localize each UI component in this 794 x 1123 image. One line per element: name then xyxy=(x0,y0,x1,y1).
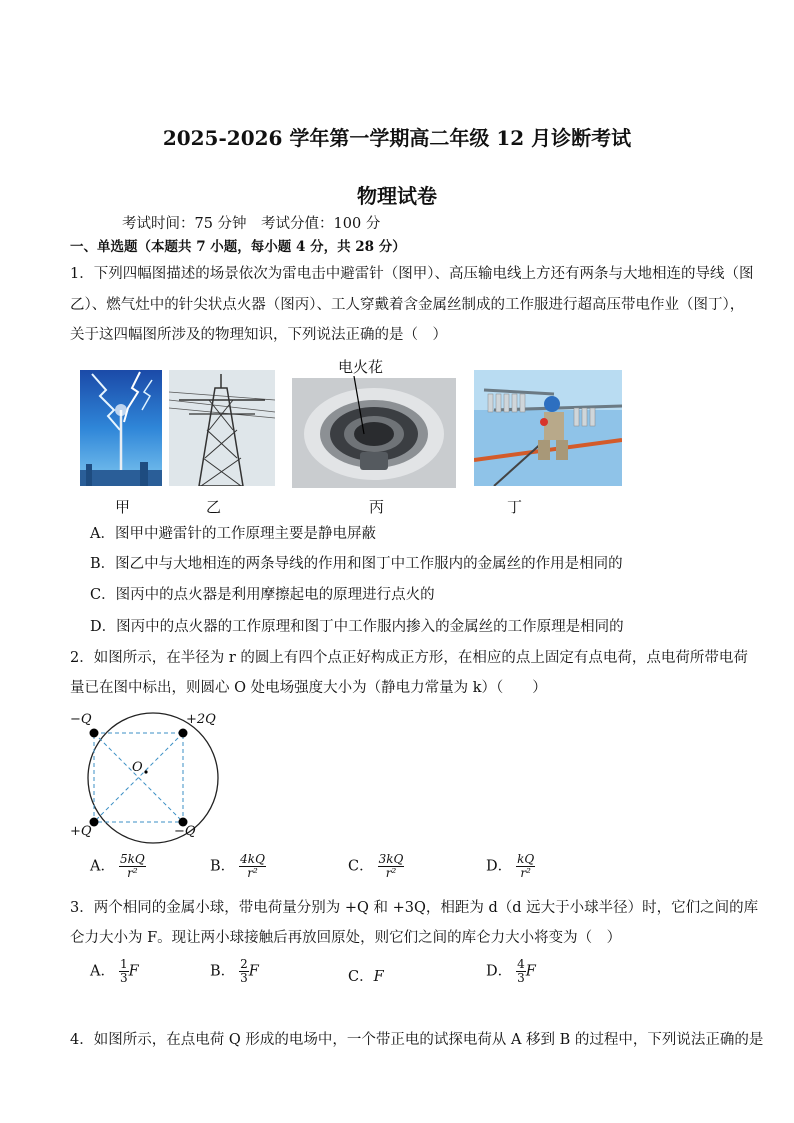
label-top-left: −Q xyxy=(70,712,92,727)
charge-point-top-left xyxy=(90,729,99,738)
q2-line-2: 量已在图中标出，则圆心 O 处电场强度大小为（静电力常量为 k）（ ） xyxy=(70,680,547,696)
q1-line-2: 乙）、燃气灶中的针尖状点火器（图丙）、工人穿戴着含金属丝制成的工作服进行超高压带电作业（图丁）， xyxy=(70,297,745,313)
q1-option-d: D．图丙中的点火器的工作原理和图丁中工作服内掺入的金属丝的工作原理是相同的 xyxy=(90,619,624,635)
center-point xyxy=(144,770,147,773)
worker-image xyxy=(474,370,622,486)
q1-option-a: A．图甲中避雷针的工作原理主要是静电屏蔽 xyxy=(90,526,376,542)
q4-line-1: 4．如图所示，在点电荷 Q 形成的电场中，一个带正电的试探电荷从 A 移到 B 的过程中，下列说法正确的是 xyxy=(70,1032,764,1048)
q2-option-d: D． $\frac{kQ}{\text{r²}}$ xyxy=(486,852,535,880)
exam-info: 考试时间：75 分钟 考试分值：100 分 xyxy=(122,216,381,232)
q1-line-3: 关于这四幅图所涉及的物理知识，下列说法正确的是（ ） xyxy=(70,327,447,343)
spark-label: 电火花 xyxy=(338,358,384,376)
q2-option-a: A． $\frac{5kQ}{\text{r²}}$ xyxy=(90,852,145,880)
exam-subtitle: 物理试卷 xyxy=(357,184,437,208)
caption-ding: 丁 xyxy=(507,498,523,516)
caption-jia: 甲 xyxy=(115,498,131,516)
q1-line-1: 1．下列四幅图描述的场景依次为雷电击中避雷针（图甲）、高压输电线上方还有两条与大地相连的导线（图 xyxy=(70,266,754,282)
q3-line-1: 3．两个相同的金属小球，带电荷量分别为 +Q 和 +3Q，相距为 d（d 远大于小球半径）时，它们之间的库 xyxy=(70,900,759,916)
q2-option-c: C． $\frac{3kQ}{\text{r²}}$ xyxy=(348,852,404,880)
q1-option-b: B．图乙中与大地相连的两条导线的作用和图丁中工作服内的金属丝的作用是相同的 xyxy=(90,556,623,572)
lightning-rod-image xyxy=(80,370,162,486)
spark-pointer-line xyxy=(350,376,370,436)
q2-line-1: 2．如图所示，在半径为 r 的圆上有四个点正好构成正方形，在相应的点上固定有点电荷，点电荷所带电荷 xyxy=(70,650,748,666)
q3-option-b: B． $\frac{2}{3}$ F xyxy=(210,957,259,985)
exam-title: 2025-2026 学年第一学期高二年级 12 月诊断考试 xyxy=(162,126,632,150)
label-center: O xyxy=(132,760,143,775)
q3-option-c: C．F xyxy=(348,969,384,985)
q3-option-a: A． $\frac{1}{3}$ F xyxy=(90,957,139,985)
caption-yi: 乙 xyxy=(206,498,222,516)
q3-line-2: 仑力大小为 F。现让两小球接触后再放回原处，则它们之间的库仑力大小将变为（ ） xyxy=(70,930,622,946)
caption-bing: 丙 xyxy=(369,498,385,516)
q3-option-d: D． $\frac{4}{3}$ F xyxy=(486,957,536,985)
gas-stove-image xyxy=(292,378,456,488)
power-tower-image xyxy=(169,370,275,486)
label-top-right: +2Q xyxy=(186,712,216,727)
label-bottom-left: +Q xyxy=(70,824,92,839)
label-bottom-right: −Q xyxy=(174,824,196,839)
q2-option-b: B． $\frac{4kQ}{\text{r²}}$ xyxy=(210,852,265,880)
q1-option-c: C．图丙中的点火器是利用摩擦起电的原理进行点火的 xyxy=(90,587,435,603)
charge-point-top-right xyxy=(179,729,188,738)
section-heading: 一、单选题（本题共 7 小题，每小题 4 分，共 28 分） xyxy=(70,239,406,255)
